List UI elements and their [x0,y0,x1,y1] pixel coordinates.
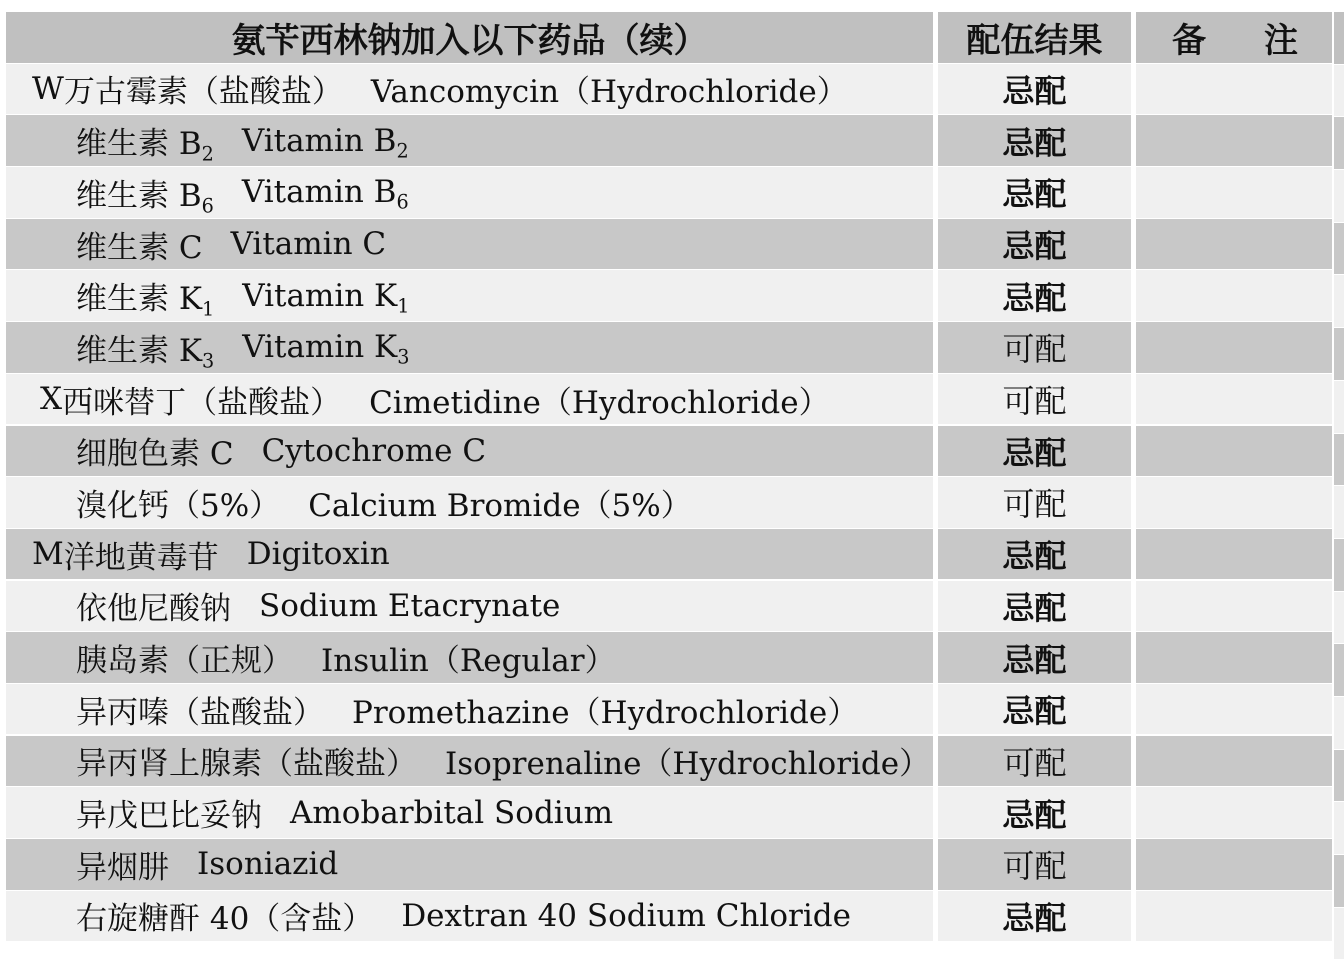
right-edge-strip [1334,12,1344,951]
drug-name-en [369,377,830,422]
drug-name-en-text: Promethazine（Hydrochloride） [352,694,859,731]
drug-name-zh-text: 维生素 K [76,332,203,369]
drug-name-zh [76,790,262,835]
drug-name-en-text: Sodium Etacrynate [259,587,561,624]
drug-name-zh [64,532,219,577]
drug-name-cell [6,219,938,271]
drug-name-zh-text: 维生素 C [76,229,203,266]
note-cell [1136,632,1332,684]
result-incompatible: 忌配 [938,684,1136,736]
drug-name-en-text: Cytochrome C [261,432,487,469]
drug-name-en [197,846,338,882]
table-row [6,374,1332,426]
note-cell [1136,64,1332,116]
table-row [6,632,1332,684]
result-compatible: 可配 [938,839,1136,891]
drug-name-zh-text: 异烟肼 [76,849,169,886]
drug-name-en [259,588,560,624]
drug-name-zh [76,738,417,783]
drug-name-cell [6,115,938,167]
note-cell [1136,374,1332,426]
table-row [6,115,1332,167]
note-cell [1136,270,1332,322]
drug-name-cell [6,322,938,374]
drug-name-en-text: Amobarbital Sodium [290,794,614,831]
table-row [6,684,1332,736]
drug-name-cell [6,529,938,581]
note-cell [1136,477,1332,529]
drug-name-zh [62,377,341,422]
result-incompatible: 忌配 [938,270,1136,322]
drug-name-en [321,635,616,680]
drug-name-en [241,174,409,215]
drug-name-zh [76,325,215,373]
drug-name-zh [76,480,280,525]
drug-name-en-text: Cimetidine（Hydrochloride） [369,384,830,421]
table-row [6,426,1332,478]
note-cell [1136,736,1332,788]
drug-name-en [445,738,930,783]
drug-name-en-text: Insulin（Regular） [321,643,616,679]
drug-name-cell [6,787,938,839]
table-row [6,219,1332,271]
drug-name-cell [6,839,938,891]
drug-name-cell [6,891,938,943]
result-incompatible: 忌配 [938,115,1136,167]
table-row [6,322,1332,374]
drug-name-zh-text: 维生素 B [76,177,202,214]
table-row [6,270,1332,322]
drug-name-cell [6,581,938,633]
drug-name-cell [6,167,938,219]
drug-name-zh-subscript: 6 [201,194,214,218]
header-note-left: 备 [1172,20,1206,61]
drug-name-en-text: Vitamin B [241,122,397,159]
drug-name-zh [76,118,214,166]
result-incompatible: 忌配 [938,219,1136,271]
result-incompatible: 忌配 [938,632,1136,684]
drug-name-zh [76,583,231,628]
drug-name-en-subscript: 2 [396,139,409,163]
drug-name-en-text: Vitamin C [230,226,387,262]
drug-name-zh [76,170,214,218]
table-row [6,64,1332,116]
note-cell [1136,839,1332,891]
note-cell [1136,322,1332,374]
table-row [6,736,1332,788]
drug-name-en-subscript: 6 [396,191,409,215]
result-incompatible: 忌配 [938,787,1136,839]
drug-name-zh [76,687,324,732]
drug-name-cell [6,374,938,426]
drug-name-zh-text: 异丙肾上腺素（盐酸盐） [76,746,417,783]
note-cell [1136,529,1332,581]
note-cell [1136,426,1332,478]
drug-name-zh-subscript: 1 [202,297,215,321]
result-compatible: 可配 [938,736,1136,788]
drug-name-zh [76,842,169,887]
drug-name-zh [76,273,215,321]
drug-name-en [262,433,486,469]
drug-name-en [242,329,410,370]
drug-name-en-text: Vitamin K [242,277,398,314]
drug-name-zh-text: 维生素 B [76,126,202,163]
drug-name-en-text: Vancomycin（Hydrochloride） [370,74,848,111]
drug-name-en [241,122,409,163]
letter-prefix: W [32,70,64,107]
header-note [1136,12,1332,64]
drug-name-zh-text: 洋地黄毒苷 [63,539,219,576]
result-incompatible: 忌配 [938,529,1136,581]
drug-name-en-text: Isoprenaline（Hydrochloride） [445,746,931,783]
table-header-row [6,12,1332,64]
result-compatible: 可配 [938,477,1136,529]
drug-name-zh-text: 溴化钙（5%） [76,487,281,524]
table-row [6,167,1332,219]
drug-name-zh [76,222,203,267]
drug-name-en [231,226,387,262]
drug-name-zh-subscript: 2 [201,142,214,166]
drug-name-cell [6,684,938,736]
drug-name-en [401,898,851,934]
drug-name-zh [76,635,293,680]
note-cell [1136,115,1332,167]
drug-name-en-text: Vitamin K [242,329,398,366]
drug-name-zh-text: 维生素 K [76,281,203,318]
result-incompatible: 忌配 [938,426,1136,478]
result-incompatible: 忌配 [938,891,1136,943]
drug-name-cell [6,736,938,788]
table-row [6,477,1332,529]
note-cell [1136,787,1332,839]
drug-name-en-text: Isoniazid [197,846,339,883]
table-row [6,529,1332,581]
drug-name-en [371,66,848,111]
drug-name-cell [6,270,938,322]
drug-name-zh-text: 异戊巴比妥钠 [76,798,262,835]
drug-name-zh [76,893,373,938]
drug-name-en-subscript: 1 [397,294,410,318]
drug-name-zh-text: 万古霉素（盐酸盐） [63,74,343,111]
drug-name-en [290,795,613,831]
header-note-right: 注 [1264,20,1298,61]
table-row [6,787,1332,839]
drug-name-zh-text: 异丙嗪（盐酸盐） [76,694,324,731]
drug-name-en [242,277,410,318]
letter-prefix: X [40,381,63,418]
drug-name-en-text: Dextran 40 Sodium Chloride [401,897,851,934]
drug-name-zh-text: 西咪替丁（盐酸盐） [62,384,342,421]
result-compatible: 可配 [938,322,1136,374]
note-cell [1136,581,1332,633]
result-compatible: 可配 [938,374,1136,426]
drug-name-en-text: Calcium Bromide（5%） [308,487,692,524]
letter-prefix: M [32,536,64,573]
result-incompatible: 忌配 [938,64,1136,116]
drug-name-zh-subscript: 3 [202,349,215,373]
note-cell [1136,891,1332,943]
drug-name-zh-text: 胰岛素（正规） [76,643,293,679]
result-incompatible: 忌配 [938,581,1136,633]
drug-name-zh [64,66,343,111]
table-row [6,581,1332,633]
compatibility-table [6,12,1332,942]
drug-name-zh-text: 依他尼酸钠 [76,591,231,628]
drug-name-zh-text: 右旋糖酐 40（含盐） [76,901,374,938]
drug-name-en [247,536,390,572]
note-cell [1136,219,1332,271]
drug-name-en-text: Digitoxin [246,536,390,573]
drug-name-en-subscript: 3 [397,346,410,370]
drug-name-zh-text: 细胞色素 C [76,436,234,473]
drug-name-cell [6,477,938,529]
result-incompatible: 忌配 [938,167,1136,219]
header-drug-title: 氨苄西林钠加入以下药品（续） [6,12,938,64]
drug-name-cell [6,632,938,684]
note-cell [1136,684,1332,736]
note-cell [1136,167,1332,219]
table-row [6,891,1332,943]
header-result: 配伍结果 [938,12,1136,64]
drug-name-cell [6,64,938,116]
drug-name-en [308,480,692,525]
table-row [6,839,1332,891]
drug-name-en-text: Vitamin B [241,174,397,211]
drug-name-zh [76,428,234,473]
drug-name-en [352,687,858,732]
drug-name-cell [6,426,938,478]
